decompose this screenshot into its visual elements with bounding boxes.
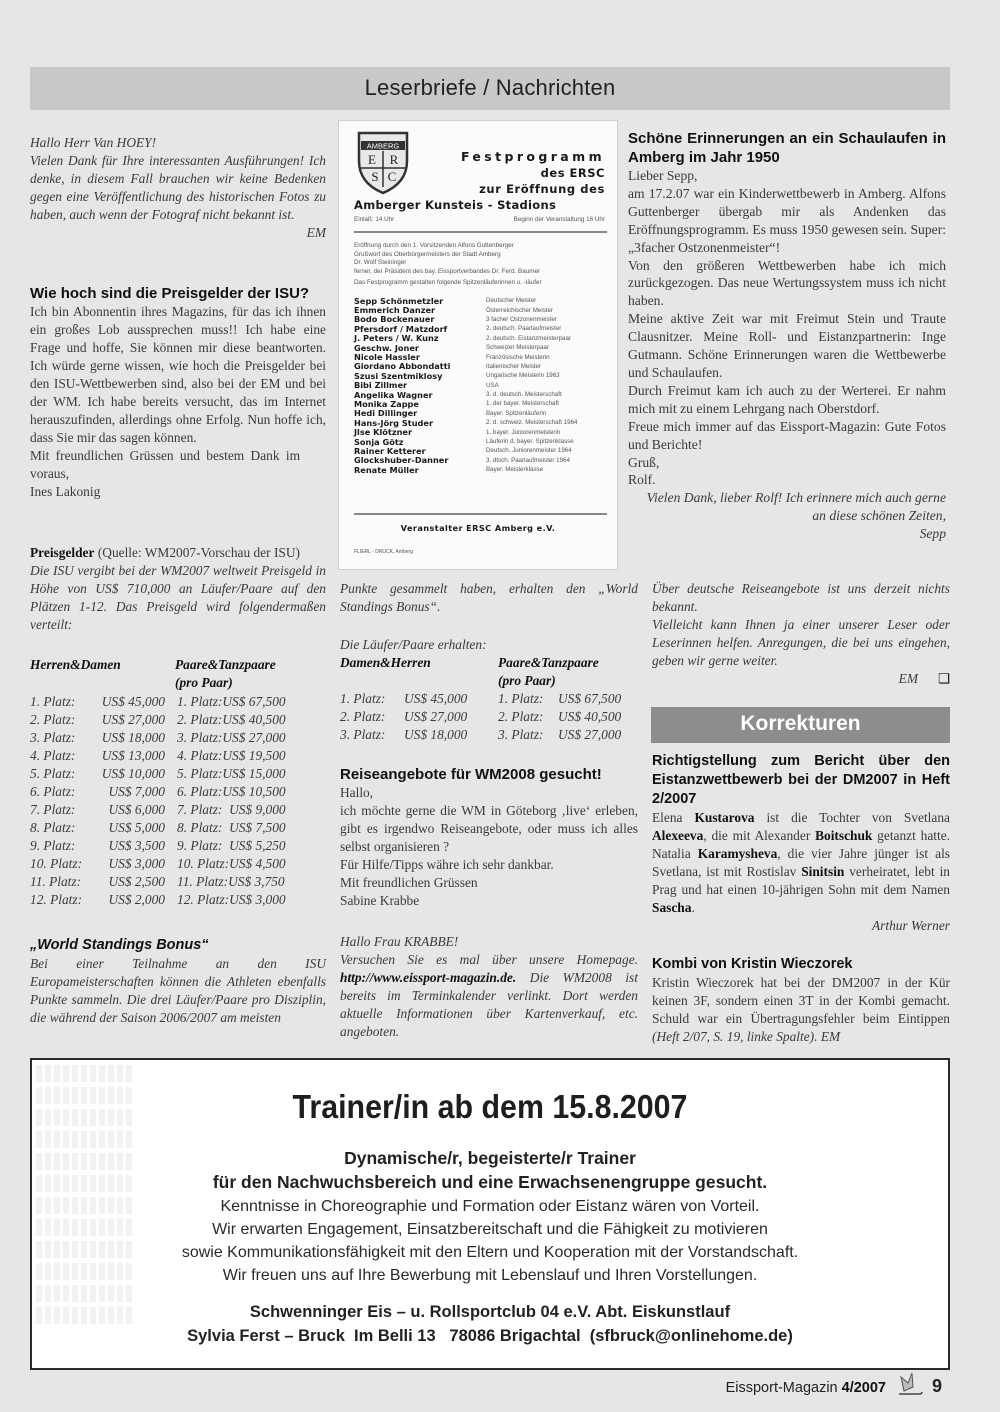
ad-contact: Sylvia Ferst – Bruck Im Belli 13 78086 Brigachtal (sfbruck@onlinehome.de): [187, 1327, 793, 1345]
performer-row: [354, 399, 612, 408]
letter-reise: [340, 765, 638, 910]
performer-name: Angelika Wagner: [354, 389, 433, 400]
section-banner: [30, 67, 950, 110]
performer-title: Läuferin d. bayer. Spitzenklasse: [486, 438, 574, 446]
performer-name: Szusi Szentmiklosy: [354, 370, 443, 381]
festprogramm-subtitle: des ERSC: [540, 166, 605, 180]
bonus-place: 3. Platz:: [340, 727, 386, 742]
prize-place: 1. Platz:: [30, 694, 76, 709]
magazine-name: Eissport-Magazin: [725, 1380, 838, 1396]
performer-title: 1. der bayer. Meisterschaft: [486, 400, 559, 408]
section-title: Leserbriefe / Nachrichten: [364, 75, 616, 100]
world-standings-continued: [340, 580, 638, 616]
festprogramm-intro-line: Grußwort des Oberbürgermeisters der Stadt Amberg: [354, 250, 501, 258]
performer-title: Bayer. Meisterklasse: [486, 466, 544, 474]
article-heading: „World Standings Bonus“: [30, 937, 209, 953]
festprogramm-intro: [354, 242, 542, 288]
prize-amount-pair: 9. Platz: US$ 5,250: [177, 838, 286, 853]
prize-place: 10. Platz:: [30, 856, 83, 871]
prize-col-header-pairs: Paare&Tanzpaare: [175, 657, 276, 672]
letter-closing: Mit freundlichen Grüssen: [340, 875, 478, 890]
performer-name: Glockshuber-Danner: [354, 455, 449, 466]
performer-name: Geschw. Joner: [354, 342, 419, 353]
performer-name: Sonja Götz: [354, 436, 404, 447]
ad-line: Dynamische/r, begeisterte/r Trainer: [344, 1148, 636, 1168]
korrekturen-title: Korrekturen: [740, 712, 861, 735]
prize-amount-pair: 11. Platz:US$ 3,750: [177, 874, 285, 889]
prize-place: 6. Platz:: [30, 784, 76, 799]
prize-place: 7. Platz:: [30, 802, 76, 817]
prize-amount-single: US$ 13,000: [101, 748, 165, 763]
prize-amount-single: US$ 3,500: [108, 838, 165, 853]
performer-row: [354, 362, 612, 371]
performer-row: [354, 371, 612, 380]
crest-letter: E: [368, 152, 376, 167]
preisgelder-intro: Die ISU vergibt bei der WM2007 weltweit Preisgeld in Höhe von US$ 710,000 an Läufer/Paare auf den Plätzen 1-12. Das Preisgeld wird folgendermaßen verteilt:: [30, 563, 326, 632]
performer-row: [354, 296, 612, 305]
prize-amount-pair: 5. Platz:US$ 15,000: [177, 766, 286, 781]
prize-table: [30, 656, 330, 909]
divider: [354, 231, 607, 233]
performer-row: [354, 418, 612, 427]
article-heading: Kombi von Kristin Wieczorek: [652, 956, 853, 972]
letter-paragraph: Meine aktive Zeit war mit Freimut Stein und Traute Clausnitzer. Meine Roll- und Eistanzpartnerin: Inge Gutmann. Schöne Erinnerungen waren die Wettbewerbe und Schaulaufen.: [628, 311, 946, 380]
performer-name: Monika Zappe: [354, 399, 419, 409]
performer-row: [354, 465, 612, 474]
performer-row: [354, 390, 612, 399]
prize-amount-single: US$ 7,000: [108, 784, 165, 799]
footer-magazine: [726, 1380, 886, 1396]
prize-amount-single: US$ 10,000: [101, 766, 165, 781]
article-heading: Richtigstellung zum Bericht über den Eistanzwettbewerb bei der DM2007 in Heft 2/2007: [652, 753, 950, 807]
bonus-table: [340, 636, 640, 744]
editor-reply-reise-continued: [652, 580, 950, 688]
letter-rolf: [628, 130, 946, 543]
letter-body: Für Hilfe/Tipps währe ich sehr dankbar.: [340, 857, 554, 872]
performer-name: Nicole Hassler: [354, 352, 420, 363]
crest-letter: C: [387, 169, 397, 184]
prize-amount-pair: 1. Platz:US$ 67,500: [177, 694, 286, 709]
performer-title: Deutscher Meister: [486, 297, 537, 305]
editor-reply-reise: [340, 933, 638, 1041]
bonus-place: 2. Platz:: [498, 709, 544, 724]
festprogramm-performer-list: [354, 296, 612, 474]
end-mark-icon: ❑: [937, 671, 950, 686]
letter-isu: [30, 284, 326, 501]
performer-row: [354, 352, 612, 361]
reply-text: Die WM2008 ist bereits im Terminkalender verlinkt. Dort werden aktuelle Informationen über Kartenverkauf, etc. angeboten.: [340, 970, 638, 1039]
letter-closing: Mit freundlichen Grüssen und bestem Dank im voraus,: [30, 448, 300, 481]
performer-row: [354, 456, 612, 465]
letter-author: Rolf.: [628, 472, 656, 488]
performer-row: [354, 343, 612, 352]
bonus-col-header-singles: Damen&Herren: [340, 655, 431, 670]
korrekturen-banner: [651, 707, 950, 743]
prize-amount-single: US$ 27,000: [101, 712, 165, 727]
performer-title: Italienischer Meister: [486, 362, 542, 370]
bonus-place: 3. Platz:: [498, 727, 544, 742]
performer-row: [354, 446, 612, 455]
article-heading: Reiseangebote für WM2008 gesucht!: [340, 766, 602, 783]
world-standings-section: [30, 936, 326, 1027]
page-number: 9: [932, 1376, 943, 1396]
bonus-col-subheader: (pro Paar): [498, 673, 556, 688]
ad-line: für den Nachwuchsbereich und eine Erwachsenengruppe gesucht.: [212, 1172, 768, 1192]
ad-line: sowie Kommunikationsfähigkeit mit den Eltern und Kooperation mit der Vorstandschaft.: [181, 1244, 799, 1261]
performer-name: Giordano Abbondatti: [354, 361, 451, 372]
bonus-place: 1. Platz:: [340, 691, 386, 706]
prize-amount-single: US$ 3,000: [108, 856, 165, 871]
bonus-amount-pair: US$ 40,500: [558, 709, 622, 724]
performer-row: [354, 409, 612, 418]
editor-reply: Vielen Dank, lieber Rolf! Ich erinnere mich auch gerne an diese schönen Zeiten,: [646, 490, 946, 524]
bonus-amount-single: US$ 27,000: [404, 709, 468, 724]
reply-text: Vielleicht kann Ihnen ja einer unserer Leser oder Leserinnen helfen. Anregungen, die bei uns eingehen, geben wir gerne weiter.: [652, 617, 950, 668]
bonus-amount-pair: US$ 27,000: [558, 727, 622, 742]
korrektur-reference: (Heft 2/07, S. 19, linke Spalte). EM: [652, 1029, 841, 1044]
letter-paragraph: Freue mich immer auf das Eissport-Magazin: Gute Fotos und Berichte!: [628, 418, 946, 452]
performer-row: [354, 324, 612, 333]
prize-place: 12. Platz:: [30, 892, 83, 907]
prize-amount-single: US$ 18,000: [101, 730, 165, 745]
prize-amount-pair: 4. Platz:US$ 19,500: [177, 748, 286, 763]
prize-amount-pair: 10. Platz:US$ 4,500: [177, 856, 286, 871]
festprogramm-printer: FLIERL - DRUCK, Amberg: [354, 549, 413, 555]
performer-name: Emmerich Danzer: [354, 305, 436, 316]
prize-place: 9. Platz:: [30, 838, 76, 853]
letter-paragraph: am 17.2.07 war ein Kinderwettbewerb in Amberg. Alfons Guttenberger übergab mir als Andenken das Eröffnungsprogramm. Es muss 1950 gewesen sein. Super: „3facher Ostzonenmeister“!: [628, 185, 946, 255]
performer-title: 3. d. deutsch. Meisterschaft: [486, 391, 562, 399]
letter-closing: Gruß,: [628, 454, 660, 470]
letter-author: Ines Lakonig: [30, 484, 101, 499]
performer-name: Hans-Jörg Studer: [354, 417, 433, 428]
performer-name: Jlse Klötzner: [354, 427, 413, 438]
bonus-amount-single: US$ 18,000: [404, 727, 468, 742]
performer-name: Renate Müller: [354, 464, 419, 475]
prize-place: 8. Platz:: [30, 820, 76, 835]
performer-title: 2. deutsch. Paarlaufmeister: [486, 325, 562, 333]
ad-title: Trainer/in ab dem 15.8.2007: [292, 1088, 688, 1125]
bonus-place: 2. Platz:: [340, 709, 386, 724]
preisgelder-label: Preisgelder: [30, 545, 95, 560]
preisgelder-section: [30, 544, 326, 634]
divider: [354, 513, 607, 515]
prize-amount-pair: 3. Platz:US$ 27,000: [177, 730, 286, 745]
world-standings-body: Punkte gesammelt haben, erhalten den „World Standings Bonus“.: [340, 581, 638, 614]
letter-body: Ich bin Abonnentin ihres Magazins, für das ich ihnen ein großes Lob aussprechen muss!! Ich habe eine Frage und hoffe, Sie können mir diese beantworten. Ich würde gerne wissen, wie hoch die Preisgelder bei den ISU-Wettbewerben sind, also bei der EM und bei der WM. Ich habe bereits versucht, das im Internet herauszufinden, allerdings ohne Erfolg. Nun hoffe ich, dass Sie mir das sagen können.: [30, 304, 326, 445]
festprogramm-intro-line: ferner, der Präsident des bay. Eissportverbandes Dr. Ferd. Baumer: [354, 267, 541, 275]
performer-row: [354, 381, 612, 390]
performer-row: [354, 315, 612, 324]
prize-amount-pair: 7. Platz: US$ 9,000: [177, 802, 286, 817]
performer-title: 2. d. schweiz. Meisterschaft 1964: [486, 419, 578, 427]
festprogramm-beginn: Beginn der Veranstaltung 16 Uhr: [513, 216, 605, 223]
magazine-url-link[interactable]: http://www.eissport-magazin.de.: [340, 970, 517, 985]
prize-place: 2. Platz:: [30, 712, 76, 727]
bonus-col-header-pairs: Paare&Tanzpaare: [498, 655, 599, 670]
prize-place: 4. Platz:: [30, 748, 76, 763]
world-standings-body: Bei einer Teilnahme an den ISU Europameisterschaften können die Athleten ebenfalls Punkte sammeln. Die drei Läufer/Paare pro Disziplin, die während der Saison 2006/2007 am meisten: [30, 956, 326, 1025]
performer-title: 3. dtsch. Paarlaufmeister 1964: [486, 456, 570, 464]
performer-title: Deutsch. Juniorenmeister 1964: [486, 447, 572, 455]
preisgelder-source: (Quelle: WM2007-Vorschau der ISU): [97, 545, 300, 560]
reply-text: Über deutsche Reiseangebote ist uns derzeit nichts bekannt.: [652, 581, 950, 614]
bonus-place: 1. Platz:: [498, 691, 544, 706]
prize-amount-single: US$ 5,000: [108, 820, 165, 835]
prize-place: 5. Platz:: [30, 766, 76, 781]
performer-row: [354, 427, 612, 436]
issue-number: 4/2007: [841, 1380, 886, 1396]
crest-letter: R: [389, 152, 399, 167]
ad-club: Schwenninger Eis – u. Rollsportclub 04 e.V. Abt. Eiskunstlauf: [249, 1303, 731, 1321]
performer-title: 2. deutsch. Eistanzmeisterpaar: [486, 334, 571, 342]
performer-name: J. Peters / W. Kunz: [354, 333, 439, 344]
performer-title: 1. bayer. Juniorenmeisterin: [486, 428, 561, 436]
article-heading: Wie hoch sind die Preisgelder der ISU?: [30, 285, 310, 302]
prize-place: 3. Platz:: [30, 730, 76, 745]
letter-paragraph: Durch Freimut kam ich auch zu der Werterei. Er nahm mich mit zu einem Lehrgang nach Oberstdorf.: [628, 382, 946, 416]
festprogramm-intro-line: Eröffnung durch den 1. Vorsitzenden Alfons Guttenberger: [354, 242, 514, 249]
performer-name: Rainer Ketterer: [354, 445, 426, 456]
performer-title: Bayer. Spitzenläuferin: [486, 409, 547, 417]
festprogramm-intro-line: Dr. Wolf Steininger: [354, 259, 407, 267]
performer-row: [354, 334, 612, 343]
prize-amount-single: US$ 2,500: [108, 874, 165, 889]
performer-title: Österreichischer Meister: [486, 306, 554, 314]
letter-author: Sabine Krabbe: [340, 893, 420, 908]
korrektur-item: [652, 752, 950, 935]
festprogramm-image: [338, 120, 618, 570]
performer-title: Ungarische Meisterin 1963: [486, 372, 560, 380]
performer-row: [354, 437, 612, 446]
korrektur-body: Kristin Wieczorek hat bei der DM2007 in der Kür keinen 3F, sondern einen 3T in der Kombi gemacht. Schuld war ein Übertragungsfehler beim Eintippen (Heft 2/07, S. 19, linke Spalte). EM: [652, 975, 950, 1044]
letter-signature: EM: [306, 225, 326, 240]
letter-greeting: Lieber Sepp,: [628, 168, 698, 183]
festprogramm-subtitle: Amberger Kunsteis - Stadions: [354, 198, 557, 212]
prize-col-header-singles: Herren&Damen: [30, 657, 121, 672]
editor-signature: Sepp: [919, 526, 946, 542]
letter-body: ich möchte gerne die WM in Göteborg ‚live‘ erleben, gibt es irgendwo Reiseangebote, oder muss ich alles selbst organisieren ?: [340, 803, 638, 854]
performer-name: Pfersdorf / Matzdorf: [354, 323, 448, 334]
performer-row: [354, 305, 612, 314]
korrektur-item: [652, 955, 950, 1046]
bonus-intro: Die Läufer/Paare erhalten:: [340, 637, 487, 652]
prize-amount-pair: 6. Platz:US$ 10,500: [177, 784, 286, 799]
letter-greeting: Hallo Herr Van HOEY!: [30, 135, 157, 150]
skate-logo-icon: [895, 1369, 925, 1399]
letter-paragraph: Von den größeren Wettbewerben habe ich mich zurückgezogen. Das neue Wertungssystem muss ich nicht haben.: [628, 257, 946, 309]
letter-greeting: Hallo,: [340, 785, 374, 800]
performer-name: Sepp Schönmetzler: [354, 295, 444, 306]
ad-line: Kenntnisse in Choreographie und Formation oder Eistanz wären von Vorteil.: [220, 1198, 760, 1215]
prize-place: 11. Platz:: [30, 874, 82, 889]
performer-title: Französische Meisterin: [486, 353, 550, 361]
festprogramm-intro-line: Das Festprogramm gestalten folgende Spitzenläuferinnen u. -läufer: [354, 279, 542, 287]
ersc-crest-icon: [355, 127, 411, 195]
performer-name: Bibi Zillmer: [354, 380, 408, 391]
performer-name: Bodo Bockenauer: [354, 314, 435, 325]
prize-amount-pair: 2. Platz:US$ 40,500: [177, 712, 286, 727]
festprogramm-title: Festprogramm: [460, 149, 605, 164]
festprogramm-subtitle: zur Eröffnung des: [479, 182, 605, 196]
prize-amount-single: US$ 2,000: [108, 892, 165, 907]
korrektur-author: Arthur Werner: [872, 918, 950, 933]
crest-letter: S: [371, 169, 379, 184]
ad-line: Wir erwarten Engagement, Einsatzbereitschaft und die Fähigkeit zu motivieren: [212, 1221, 768, 1238]
korrektur-body: Elena Kustarova ist die Tochter von Svetlana Alexeeva, die mit Alexander Boitschuk getanzt hatte. Natalia Karamysheva, die vier Jahre jünger ist als Svetlana, ist mit Rostislav Sinitsin verheiratet, lebt in Prag und hat einen 10-jährigen Sohn mit dem Namen Sascha.: [652, 810, 951, 915]
crest-label: AMBERG: [366, 141, 400, 151]
prize-amount-pair: 12. Platz:US$ 3,000: [177, 892, 286, 907]
festprogramm-organizer: Veranstalter ERSC Amberg e.V.: [400, 523, 556, 533]
reply-text: Versuchen Sie es mal über unsere Homepage.: [340, 952, 638, 967]
bonus-amount-pair: US$ 67,500: [558, 691, 622, 706]
performer-name: Hedi Dillinger: [354, 408, 418, 419]
reply-greeting: Hallo Frau KRABBE!: [340, 934, 459, 949]
festprogramm-einlass: Einlaß: 14 Uhr: [354, 216, 395, 223]
letter-hoey: [30, 134, 326, 242]
performer-title: Schweizer Meisterpaar: [486, 344, 549, 352]
performer-title: 3 facher Ostzonenmeister: [486, 315, 557, 323]
prize-amount-single: US$ 45,000: [101, 694, 165, 709]
bonus-amount-single: US$ 45,000: [404, 691, 468, 706]
article-heading: Schöne Erinnerungen an ein Schaulaufen in Amberg im Jahr 1950: [628, 130, 946, 166]
editor-signature: EM: [898, 671, 918, 686]
ad-line: Wir freuen uns auf Ihre Bewerbung mit Lebenslauf und Ihren Vorstellungen.: [222, 1267, 758, 1284]
prize-amount-pair: 8. Platz: US$ 7,500: [177, 820, 286, 835]
letter-body: Vielen Dank für Ihre interessanten Ausführungen! Ich denke, in diesem Fall brauchen wir keine Bedenken gegen eine Veröffentlichung des historischen Fotos zu haben, auch wenn der Fotograf nicht bekannt ist.: [30, 153, 326, 222]
prize-amount-single: US$ 6,000: [108, 802, 165, 817]
job-advertisement: [30, 1058, 950, 1370]
performer-title: USA: [486, 381, 499, 389]
prize-col-subheader: (pro Paar): [175, 675, 233, 690]
